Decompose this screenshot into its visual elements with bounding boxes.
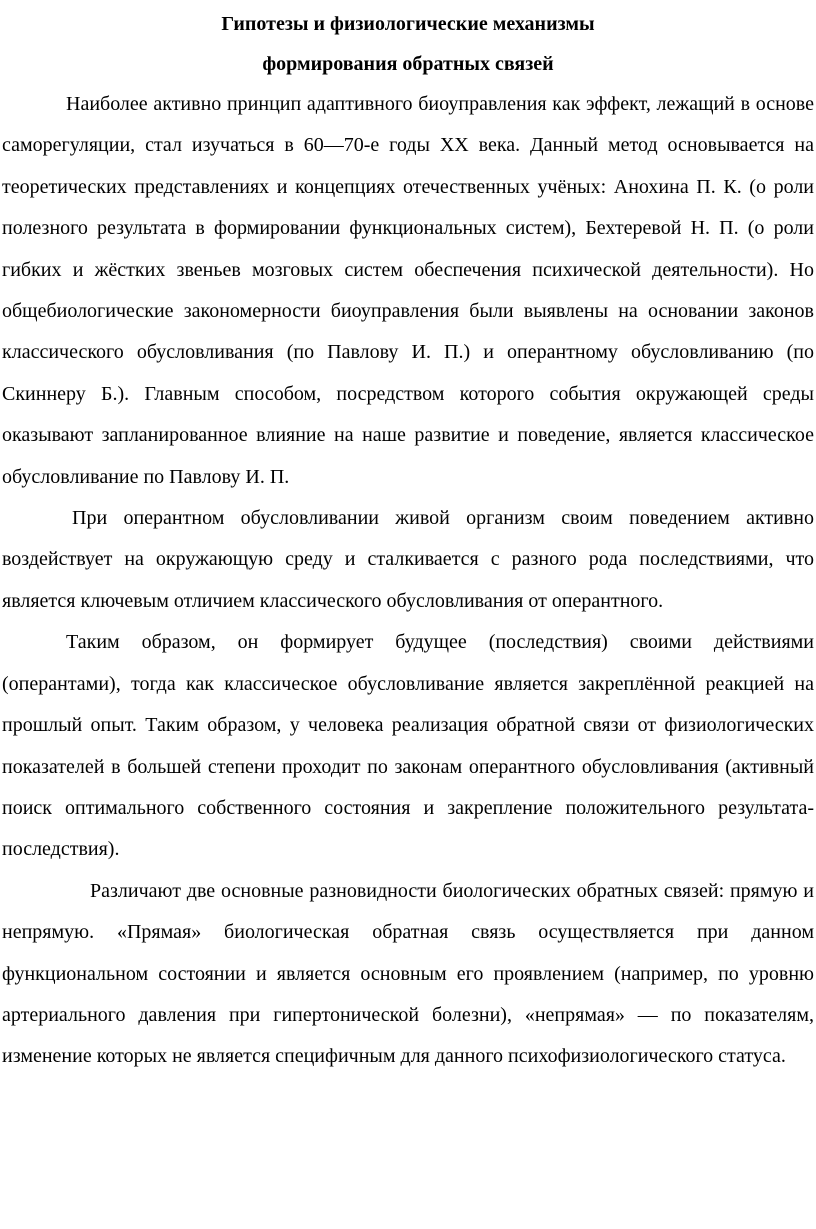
paragraph-3: Таким образом, он формирует будущее (последствия) своими действиями (оперантами), тогда как классическое обусловливание является закреплённой реакцией на прошлый опыт. Таким образом, у человека реализация обратной связи от физиологических показателей в большей степени проходит по законам оперантного обусловливания (активный поиск оптимального собственного состояния и закрепление положительного результата-последствия). <box>2 631 814 861</box>
paragraph-2: При оперантном обусловливании живой организм своим поведением активно воздействует на окружающую среду и сталкивается с разного рода последствиями, что является ключевым отличием классического обусловливания от оперантного. <box>2 507 814 612</box>
document-title-line-2: формирования обратных связей <box>262 53 554 75</box>
paragraph-1: Наиболее активно принцип адаптивного биоуправления как эффект, лежащий в основе саморегуляции, стал изучаться в 60—70-е годы XX века. Данный метод основывается на теоретических представлениях и концепциях отечественных учёных: Анохина П. К. (о роли полезного результата в формировании функциональных систем), Бехтеревой Н. П. (о роли гибких и жёстких звеньев мозговых систем обеспечения психической деятельности). Но общебиологические закономерности биоуправления были выявлены на основании законов классического обусловливания (по Павлову И. П.) и оперантному обусловливанию (по Скиннеру Б.). Главным способом, посредством которого события окружающей среды оказывают запланированное влияние на наше развитие и поведение, является классическое обусловливание по Павлову И. П. <box>2 93 814 488</box>
paragraph-4: Различают две основные разновидности биологических обратных связей: прямую и непрямую. «Прямая» биологическая обратная связь осуществляется при данном функциональном состоянии и является основным его проявлением (например, по уровню артериального давления при гипертонической болезни), «непрямая» — по показателям, изменение которых не является специфичным для данного психофизиологического статуса. <box>2 879 814 1068</box>
document-title-line-1: Гипотезы и физиологические механизмы <box>221 13 595 35</box>
